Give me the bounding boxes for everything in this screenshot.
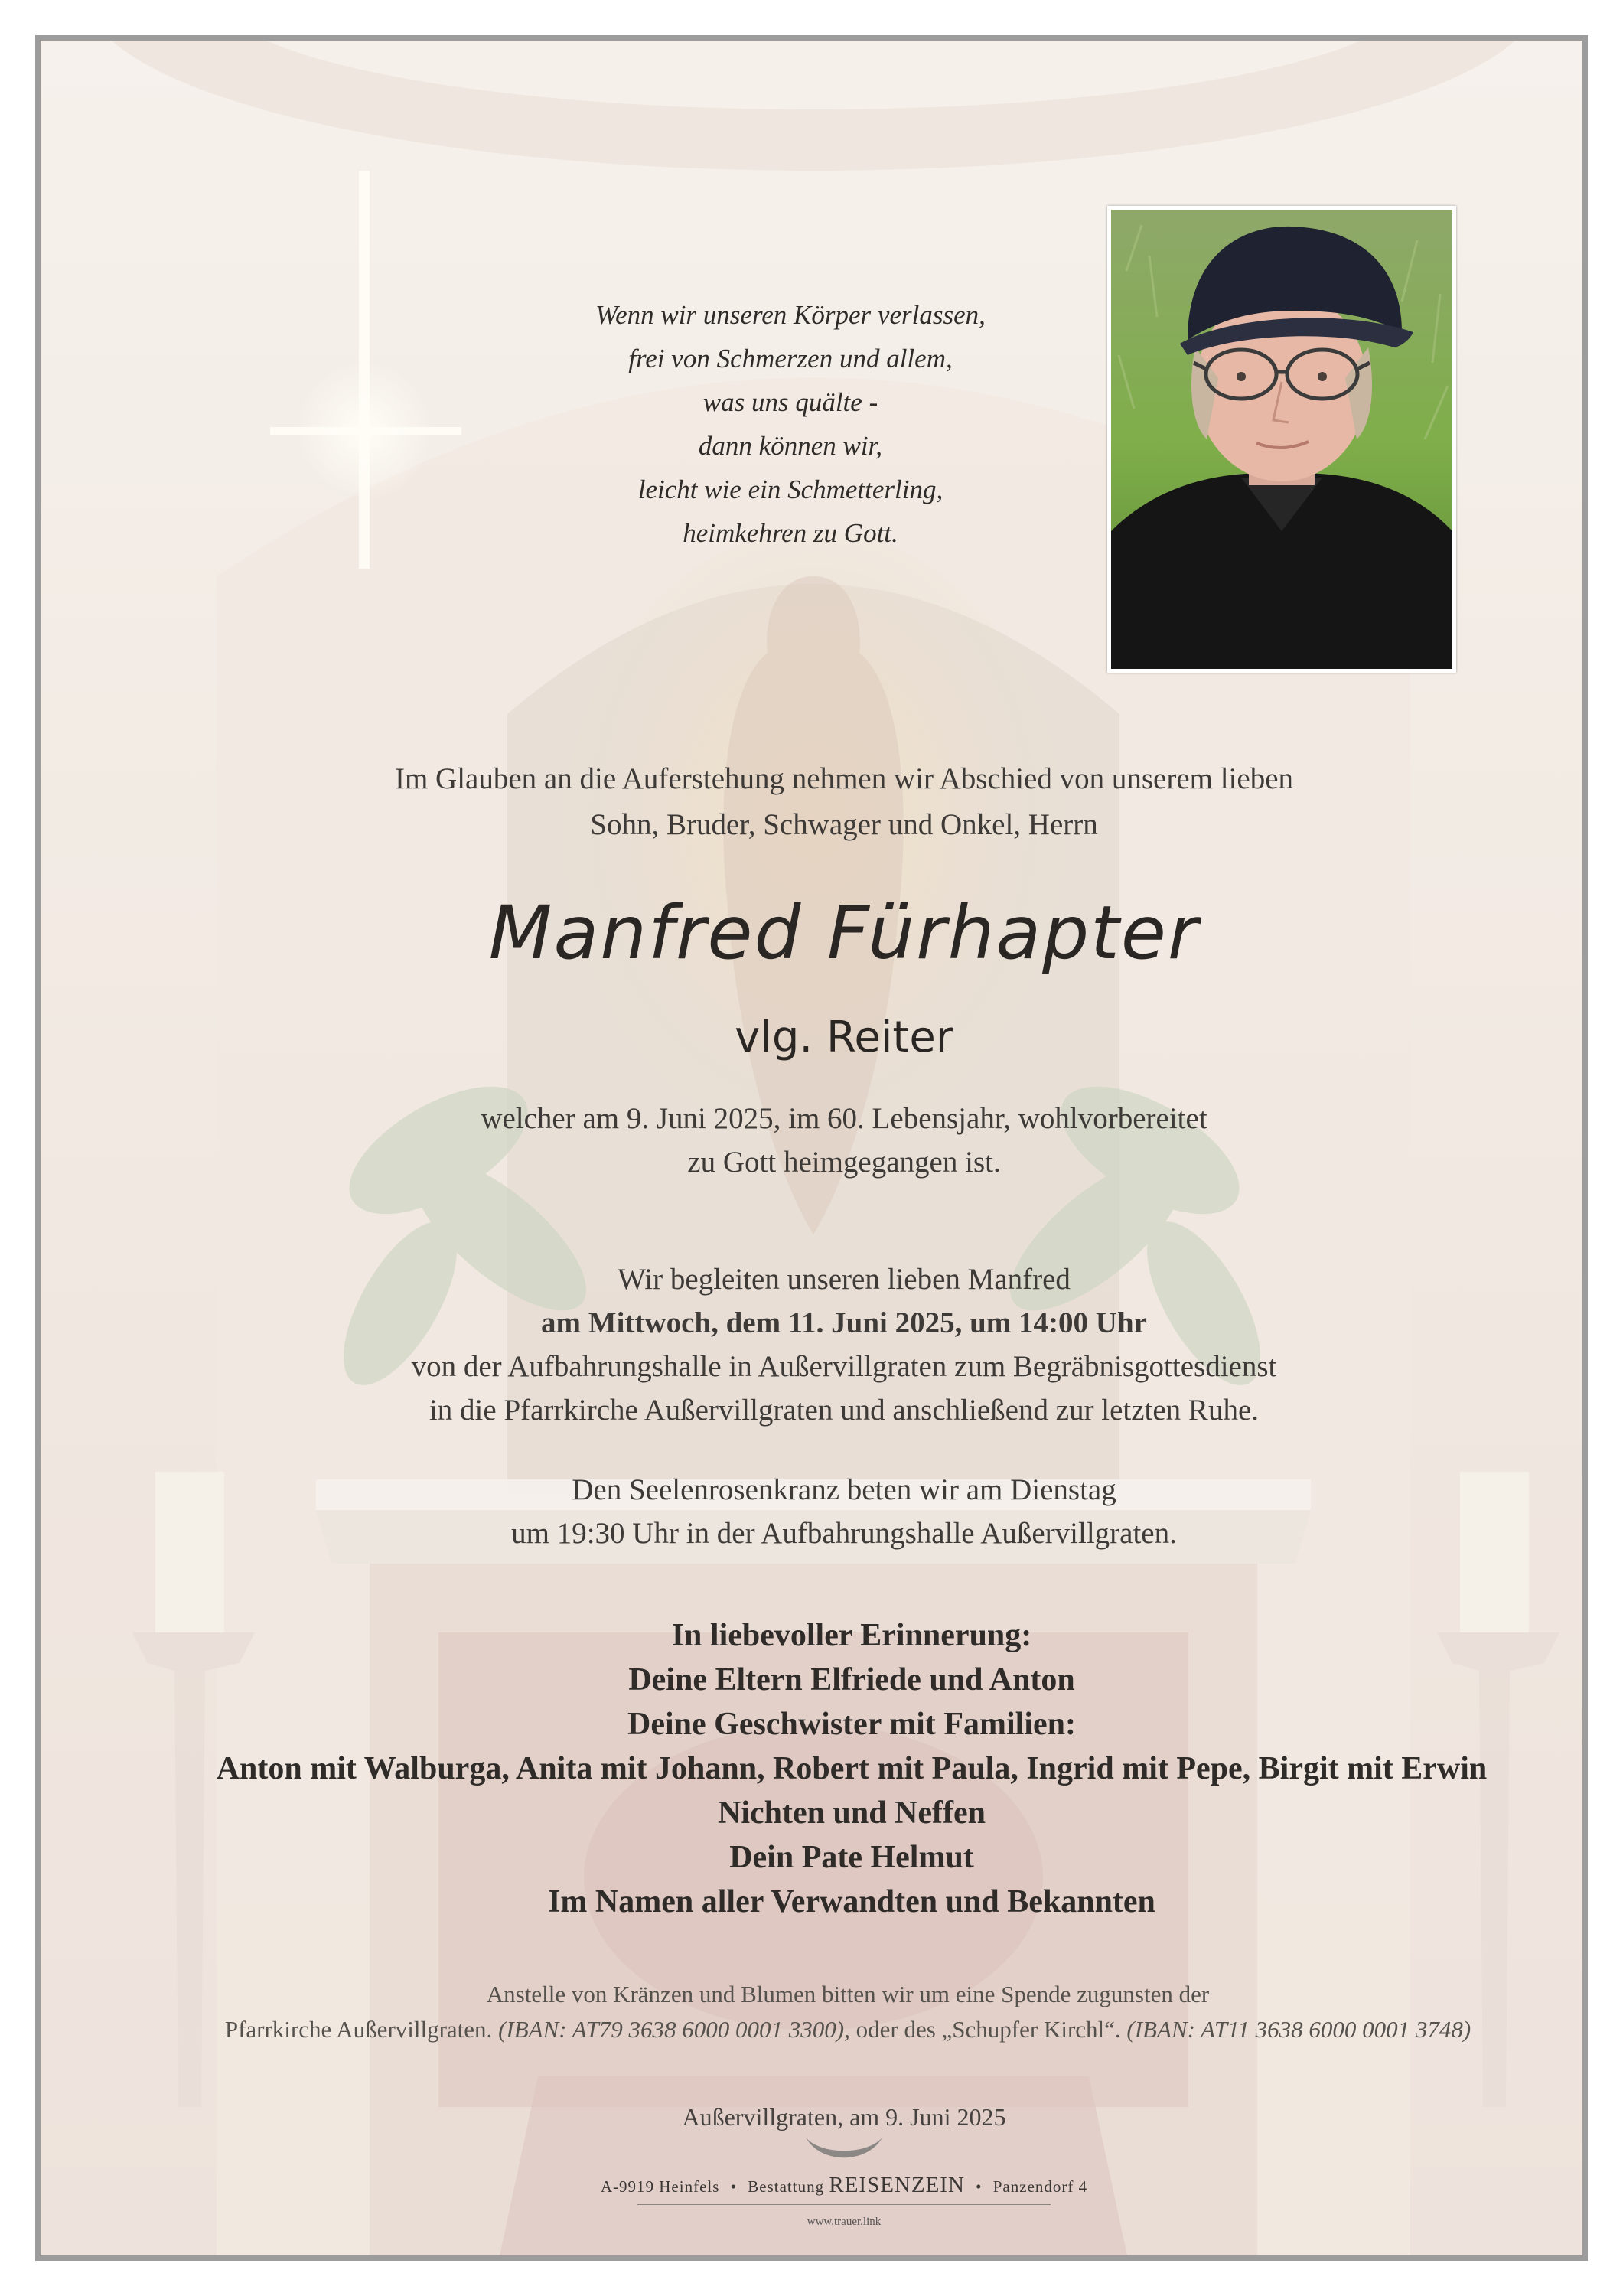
funeral-date-line: am Mittwoch, dem 11. Juni 2025, um 14:00 Uhr xyxy=(541,1306,1147,1339)
address-right: Panzendorf 4 xyxy=(992,2177,1088,2196)
donation-recipient-1: Pfarrkirche Außervillgraten. xyxy=(224,2016,493,2043)
poem-line: frei von Schmerzen und allem, xyxy=(628,344,953,373)
intro-line: Im Glauben an die Auferstehung nehmen wir Abschied von unserem lieben xyxy=(394,762,1294,795)
footer-url[interactable]: www.trauer.link xyxy=(807,2216,882,2228)
rosary-line: um 19:30 Uhr in der Aufbahrungshalle Außervillgraten. xyxy=(511,1517,1177,1550)
donation-line xyxy=(102,2012,1588,2047)
deceased-name: Manfred Fürhapter xyxy=(488,890,1200,976)
funeral-home-address xyxy=(423,2173,1265,2198)
donation-recipient-2: oder des „Schupfer Kirchl“. xyxy=(855,2016,1121,2043)
mourners-line: Nichten und Neffen xyxy=(717,1795,986,1831)
intro-line: Sohn, Bruder, Schwager und Onkel, Herrn xyxy=(590,808,1098,841)
portrait-photo xyxy=(1107,206,1456,673)
funeral-home-footer xyxy=(423,2134,1265,2229)
mourners-heading: In liebevoller Erinnerung: xyxy=(671,1618,1032,1653)
poem-line: heimkehren zu Gott. xyxy=(683,518,898,548)
funeral-line: von der Aufbahrungshalle in Außervillgraten zum Begräbnisgottesdienst xyxy=(411,1350,1277,1383)
separator-dot: • xyxy=(976,2177,983,2196)
footer-divider xyxy=(637,2204,1051,2205)
donation-line: Anstelle von Kränzen und Blumen bitten wir um eine Spende zugunsten der xyxy=(486,1981,1210,2007)
company-name: REISENZEIN xyxy=(829,2173,965,2197)
notice-frame xyxy=(35,35,1588,2261)
funeral-line: Wir begleiten unseren lieben Manfred xyxy=(618,1263,1071,1296)
poem-line: dann können wir, xyxy=(698,431,883,461)
notice-content xyxy=(41,41,1582,2255)
intro-text xyxy=(194,756,1494,848)
rosary-details xyxy=(155,1468,1533,1555)
death-notice xyxy=(155,1097,1533,1184)
mourners-line: Deine Geschwister mit Familien: xyxy=(627,1707,1076,1742)
death-notice-line: welcher am 9. Juni 2025, im 60. Lebensjahr, wohlvorbereitet xyxy=(481,1102,1207,1135)
mourners-list xyxy=(86,1613,1588,1924)
portrait-image xyxy=(1111,210,1452,669)
donation-iban-2: (IBAN: AT11 3638 6000 0001 3748) xyxy=(1126,2016,1471,2043)
funeral-details xyxy=(155,1257,1533,1432)
poem-line: Wenn wir unseren Körper verlassen, xyxy=(595,300,986,330)
rosary-line: Den Seelenrosenkranz beten wir am Dienstag xyxy=(572,1473,1116,1506)
separator-dot: • xyxy=(730,2177,738,2196)
mourners-line: Im Namen aller Verwandten und Bekannten xyxy=(548,1884,1155,1919)
funeral-home-logo xyxy=(802,2134,886,2164)
address-left: A-9919 Heinfels xyxy=(600,2177,720,2196)
donation-request xyxy=(102,1977,1588,2047)
mourners-line: Anton mit Walburga, Anita mit Johann, Robert mit Paula, Ingrid mit Pepe, Birgit mit Erwin xyxy=(216,1751,1488,1786)
death-notice-line: zu Gott heimgegangen ist. xyxy=(687,1146,1001,1179)
mourners-line: Deine Eltern Elfriede und Anton xyxy=(628,1662,1075,1698)
funeral-line: in die Pfarrkirche Außervillgraten und anschließend zur letzten Ruhe. xyxy=(429,1394,1260,1427)
company-prefix: Bestattung xyxy=(748,2177,825,2196)
place-and-date: Außervillgraten, am 9. Juni 2025 xyxy=(682,2103,1006,2131)
poem-line: leicht wie ein Schmetterling, xyxy=(637,475,943,504)
deceased-vulgo-name: vlg. Reiter xyxy=(735,1013,953,1062)
donation-iban-1: (IBAN: AT79 3638 6000 0001 3300), xyxy=(498,2016,850,2043)
mourners-line: Dein Pate Helmut xyxy=(729,1840,974,1875)
poem-line: was uns quälte - xyxy=(702,387,878,417)
